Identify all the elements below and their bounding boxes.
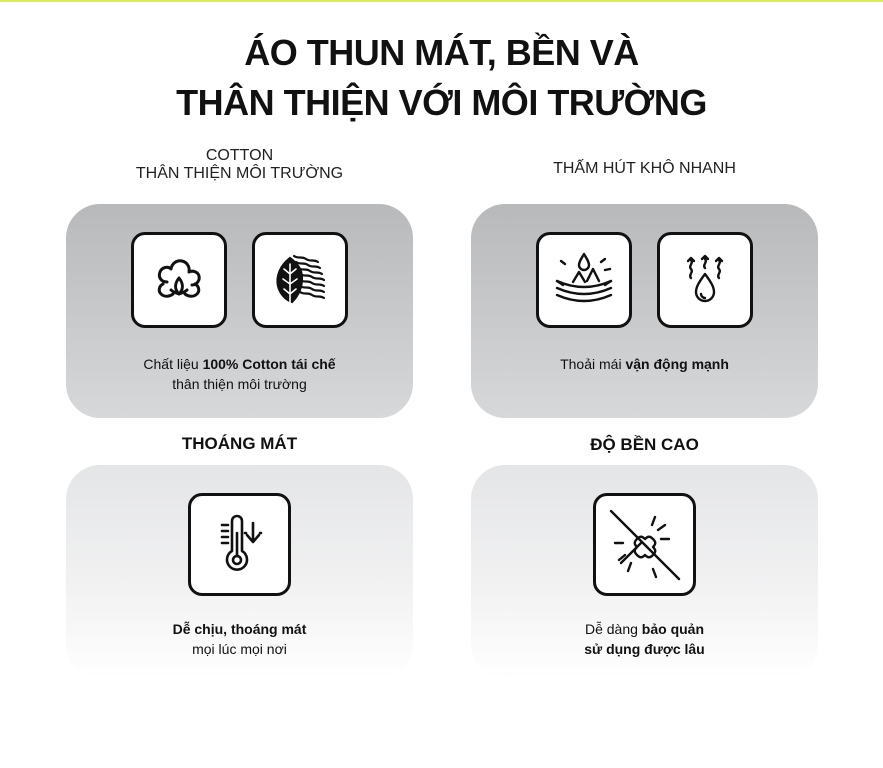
durable-caption-line-2 (471, 639, 818, 659)
cotton-heading (66, 147, 413, 183)
cotton-heading-line-1: COTTON (205, 147, 274, 164)
durable-caption-bold-2: sử dụng được lâu (584, 641, 705, 657)
cotton-caption (66, 354, 413, 394)
breathable-caption-bold: Dễ chịu, thoáng mát (172, 621, 307, 637)
cotton-card (66, 204, 413, 418)
thermometer-down-icon (188, 493, 291, 596)
cotton-caption-text: Chất liệu (143, 356, 203, 372)
breathable-caption-line-1 (66, 619, 413, 639)
absorb-caption (471, 354, 818, 374)
cotton-caption-line-1 (66, 354, 413, 374)
leaf-fabric-icon (252, 232, 348, 328)
breathable-caption (66, 619, 413, 659)
durable-caption (471, 619, 818, 659)
breathable-card (66, 465, 413, 679)
breathable-caption-line-2: mọi lúc mọi nơi (192, 641, 287, 657)
top-accent-line (0, 0, 883, 2)
cotton-heading-line-2: THÂN THIỆN MÔI TRƯỜNG (135, 165, 344, 182)
absorb-card (471, 204, 818, 418)
evaporating-drop-icon (657, 232, 753, 328)
breathable-heading: THOÁNG MÁT (181, 434, 298, 453)
cotton-caption-line-2: thân thiện môi trường (172, 376, 307, 392)
absorb-caption-text: Thoải mái (560, 356, 626, 372)
absorb-heading: THẤM HÚT KHÔ NHANH (553, 160, 736, 177)
durable-card (471, 465, 818, 679)
durable-heading: ĐỘ BỀN CAO (590, 435, 699, 454)
water-layers-icon (536, 232, 632, 328)
absorb-caption-bold: vận động mạnh (625, 356, 729, 372)
cotton-caption-bold: 100% Cotton tái chế (202, 356, 336, 372)
title-line-1: ÁO THUN MÁT, BỀN VÀ (244, 32, 639, 73)
durable-caption-line-1 (471, 619, 818, 639)
title-line-2: THÂN THIỆN VỚI MÔI TRƯỜNG (176, 82, 707, 123)
page-title (0, 28, 883, 128)
cotton-flower-icon (131, 232, 227, 328)
durable-caption-text: Dễ dàng (584, 621, 642, 637)
durable-shield-icon (593, 493, 696, 596)
durable-caption-bold: bảo quản (641, 621, 705, 637)
